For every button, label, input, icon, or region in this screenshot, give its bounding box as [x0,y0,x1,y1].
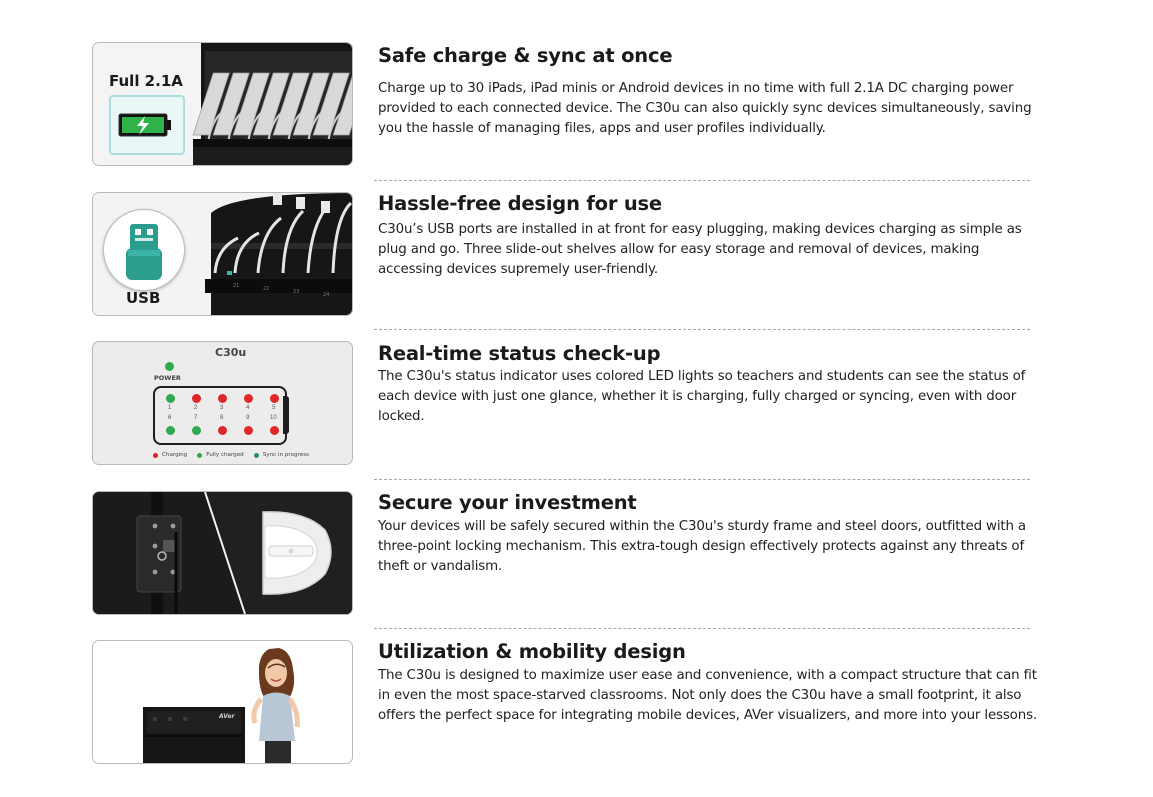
feature-image-charging [92,42,353,166]
feature-section-security [378,491,1038,577]
legend-sync: Sync in progress [262,452,310,458]
legend-dot-teal [254,453,259,458]
feature-section-usb [378,192,1038,280]
svg-text:24: 24 [323,292,330,298]
cabinet-brand: AVer [219,713,235,720]
led-number: 3 [220,405,224,411]
led-panel [153,386,287,445]
feature-section-status [378,342,1038,427]
led [166,426,175,435]
feature-title: Hassle-free design for use [378,192,662,215]
section-divider [374,180,1030,181]
led-number: 4 [246,405,250,411]
svg-text:21: 21 [233,283,240,289]
status-legend [153,452,309,458]
feature-image-lock [92,491,353,615]
power-label: POWER [154,374,181,382]
feature-body: The C30u's status indicator uses colored LED lights so teachers and students can see the status of each device with just one glance, whether it is charging, fully charged or syncing, even with door locked. [378,369,1026,424]
full-2-1a-label: Full 2.1A [109,72,183,90]
section-divider [374,479,1030,480]
led-number: 6 [168,415,172,421]
usb-label: USB [126,289,161,307]
legend-dot-green [197,453,202,458]
battery-charging-icon [111,97,183,153]
led [244,394,253,403]
led [192,426,201,435]
legend-dot-red [153,453,158,458]
battery-badge [109,95,185,155]
svg-text:22: 22 [263,286,270,292]
usb-plug-icon [104,210,184,290]
led-number: 9 [246,415,250,421]
power-led [165,362,174,371]
feature-section-mobility [378,640,1038,726]
led [166,394,175,403]
led-number: 1 [168,405,172,411]
legend-charging: Charging [162,452,188,458]
led [270,394,279,403]
feature-title: Secure your investment [378,491,637,514]
usb-badge [103,209,185,291]
panel-latch [283,396,289,434]
led-number: 7 [194,415,198,421]
section-divider [374,329,1030,330]
led-number: 8 [220,415,224,421]
feature-image-usb [92,192,353,316]
svg-text:23: 23 [293,289,300,295]
feature-body: Your devices will be safely secured within the C30u's sturdy frame and steel doors, outfitted with a three-point locking mechanism. This extra-tough design effectively protects against any threats of theft or vandalism. [378,519,1026,574]
led [218,394,227,403]
feature-body: The C30u is designed to maximize user ease and convenience, with a compact structure that can fit in even the most space-starved classrooms. Not only does the C30u have a small footprint, it also offers the perfect space for integrating mobile devices, AVer visualizers, and more into your lessons. [378,668,1037,723]
led [192,394,201,403]
led-number: 2 [194,405,198,411]
section-divider [374,628,1030,629]
led-number: 10 [270,415,277,421]
panel-model-label: C30u [215,346,247,359]
led [244,426,253,435]
led-number: 5 [272,405,276,411]
led [218,426,227,435]
feature-section-charging [378,44,1038,139]
feature-title: Utilization & mobility design [378,640,686,663]
feature-image-status-panel [92,341,353,465]
feature-title: Safe charge & sync at once [378,44,673,67]
feature-body: C30u’s USB ports are installed in at front for easy plugging, making devices charging as simple as plug and go. Three slide-out shelves allow for easy storage and removal of devices, making accessing devices supremely user-friendly. [378,222,1022,277]
feature-body: Charge up to 30 iPads, iPad minis or Android devices in no time with full 2.1A DC charging power provided to each connected device. The C30u can also quickly sync devices simultaneously, saving you the hassle of managing files, apps and user profiles individually. [378,81,1032,136]
legend-fully-charged: Fully charged [206,452,244,458]
feature-title: Real-time status check-up [378,342,661,365]
led [270,426,279,435]
feature-image-mobility [92,640,353,764]
